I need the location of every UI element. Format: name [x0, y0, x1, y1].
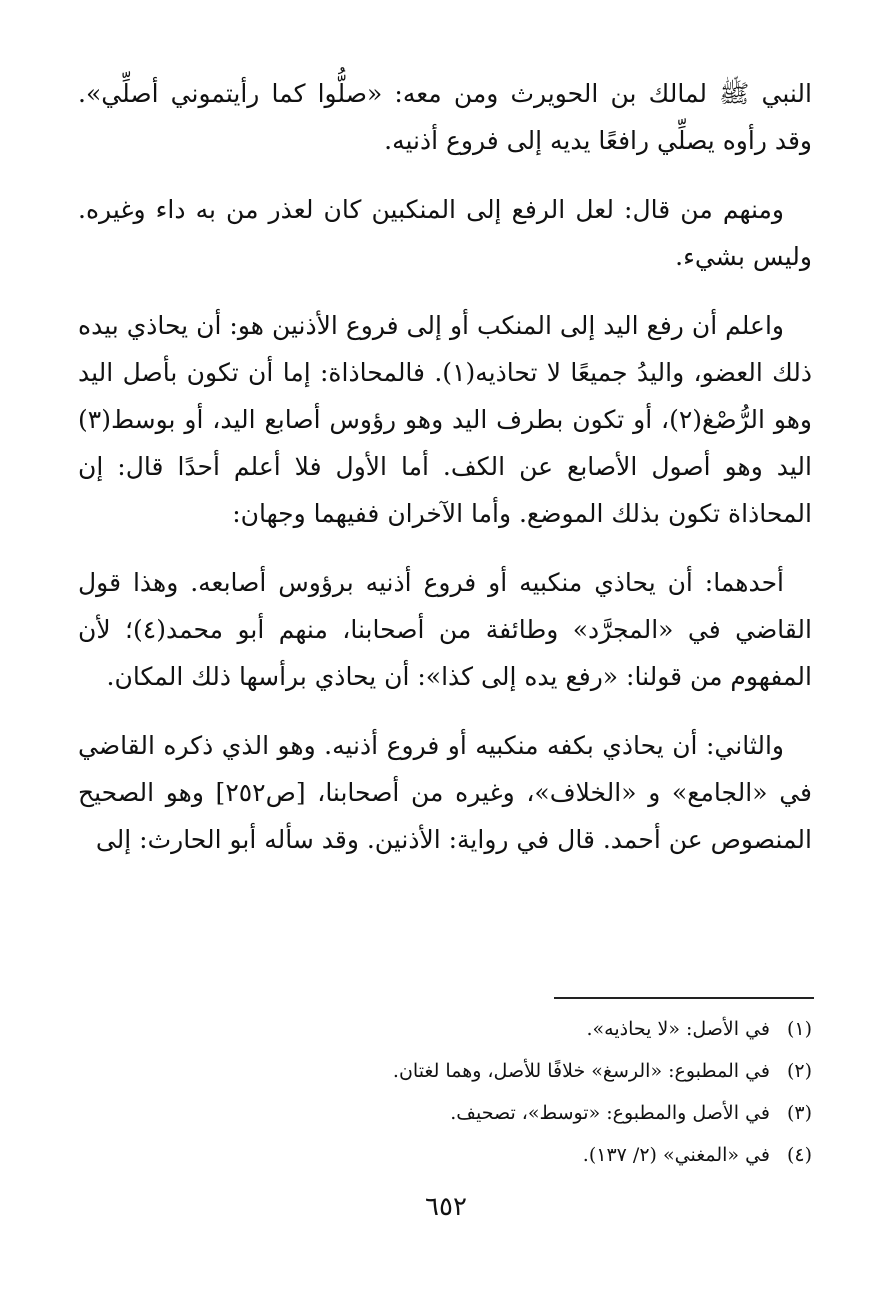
footnote-number: (٣): [786, 1102, 812, 1124]
paragraph-5: والثاني: أن يحاذي بكفه منكبيه أو فروع أذنيه. وهو الذي ذكره القاضي في «الجامع» و «الخلاف»، وغيره من أصحابنا، [ص٢٥٢] وهو الصحيح المنصوص عن أحمد. قال في رواية: الأذنين. وقد سأله أبو الحارث: إلى: [78, 731, 812, 854]
page-number: ٦٥٢: [425, 1192, 467, 1222]
main-text: [78, 70, 812, 885]
footnote-number: (٤): [786, 1144, 812, 1166]
footnote-text: في الأصل والمطبوع: «توسط»، تصحيف.: [450, 1102, 770, 1124]
paragraph-1: النبي ﷺ لمالك بن الحويرث ومن معه: «صلُّوا كما رأيتموني أصلِّي». وقد رأوه يصلِّي رافعًا يديه إلى فروع أذنيه.: [78, 79, 812, 155]
footnote-number: (١): [786, 1018, 812, 1040]
footnotes: [80, 1008, 812, 1176]
paragraph-4: أحدهما: أن يحاذي منكبيه أو فروع أذنيه برؤوس أصابعه. وهذا قول القاضي في «المجرَّد» وطائفة من أصحابنا، منهم أبو محمد(٤)؛ لأن المفهوم من قولنا: «رفع يده إلى كذا»: أن يحاذي برأسها ذلك المكان.: [78, 568, 812, 691]
footnote-1: [80, 1008, 812, 1050]
footnote-text: في الأصل: «لا يحاذيه».: [586, 1018, 770, 1040]
footnote-2: [80, 1050, 812, 1092]
footnote-4: [80, 1134, 812, 1176]
footnote-text: في «المغني» (٢/ ١٣٧).: [582, 1144, 770, 1166]
footnote-3: [80, 1092, 812, 1134]
paragraph-3: واعلم أن رفع اليد إلى المنكب أو إلى فروع الأذنين هو: أن يحاذي بيده ذلك العضو، واليدُ جميعًا لا تحاذيه(١). فالمحاذاة: إما أن تكون بأصل اليد وهو الرُّصْغ(٢)، أو تكون بطرف اليد وهو رؤوس أصابع اليد، أو بوسط(٣) اليد وهو أصول الأصابع عن الكف. أما الأول فلا أعلم أحدًا قال: إن المحاذاة تكون بذلك الموضع. وأما الآخران ففيهما وجهان:: [78, 311, 812, 528]
footnote-text: في المطبوع: «الرسغ» خلافًا للأصل، وهما لغتان.: [392, 1060, 770, 1082]
footnote-separator: [554, 997, 814, 999]
footnote-number: (٢): [786, 1060, 812, 1082]
paragraph-2: ومنهم من قال: لعل الرفع إلى المنكبين كان لعذر من به داء وغيره. وليس بشيء.: [78, 195, 812, 271]
